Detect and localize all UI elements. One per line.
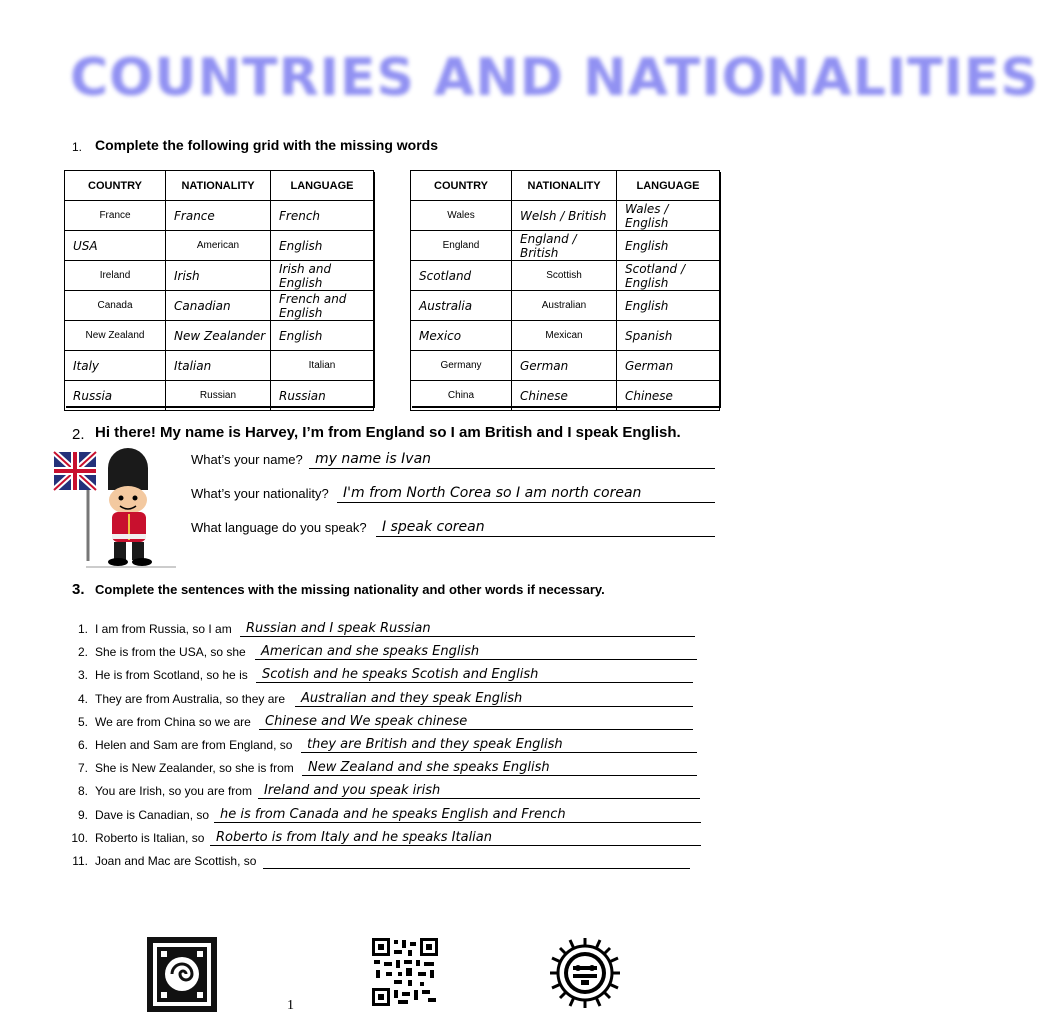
grid-row	[65, 291, 374, 321]
cell-language: Irish and English	[271, 261, 374, 291]
cell-language: Italian	[271, 351, 374, 381]
q1-heading: Complete the following grid with the missing words	[95, 137, 439, 153]
q1-number: 1.	[72, 140, 83, 154]
grid-row	[411, 321, 720, 351]
cell-country: Wales	[411, 201, 512, 231]
q3-sentence-prompt: Helen and Sam are from England, so	[95, 738, 293, 752]
q3-sentence-prompt: He is from Scotland, so he is	[95, 668, 248, 683]
qr-code-icon	[372, 938, 438, 1006]
grid-row	[411, 261, 720, 291]
cell-country: Germany	[411, 351, 512, 381]
cell-language: Wales / English	[617, 201, 720, 231]
q3-sentence-prompt: Roberto is Italian, so	[95, 830, 205, 845]
cell-country: Australia	[411, 291, 512, 321]
q3-sentence-prompt: Dave is Canadian, so	[95, 807, 210, 822]
grid-row	[411, 291, 720, 321]
q3-answer-text: Scotish and he speaks Scotish and English	[262, 667, 539, 683]
cell-nationality: Chinese	[512, 381, 617, 411]
q3-item-number: 5.	[77, 714, 88, 729]
grid-row	[411, 351, 720, 381]
cell-country: Canada	[65, 291, 166, 321]
guard-illustration	[48, 446, 178, 574]
cell-country: USA	[65, 231, 166, 261]
q3-answer-text: Australian and they speak English	[301, 690, 523, 706]
q2-answer-field[interactable]	[337, 486, 715, 503]
worksheet-title: COUNTRIES AND NATIONALITIES	[70, 48, 1039, 108]
q3-sentence-prompt: We are from China so we are	[95, 714, 251, 729]
grid-row	[65, 201, 374, 231]
cell-language: French	[271, 201, 374, 231]
q2-number: 2.	[72, 426, 85, 443]
q3-item-number: 7.	[77, 761, 88, 776]
cell-language: English	[617, 291, 720, 321]
q3-answer-field[interactable]	[240, 622, 695, 637]
cell-nationality: Australian	[512, 291, 617, 321]
q3-sentence-prompt: I am from Russia, so I am	[95, 622, 232, 636]
q3-item-number: 2.	[77, 645, 88, 660]
cell-nationality: German	[512, 351, 617, 381]
q3-answer-field[interactable]	[256, 668, 693, 683]
cell-nationality: New Zealander	[166, 321, 271, 351]
grid-row	[411, 201, 720, 231]
q3-answer-field[interactable]	[302, 761, 697, 776]
q3-answer-text: New Zealand and she speaks English	[308, 760, 550, 776]
header-country: COUNTRY	[65, 171, 166, 201]
q3-sentence-prompt: Joan and Mac are Scottish, so	[95, 854, 257, 868]
q3-sentence-prompt: You are Irish, so you are from	[95, 784, 252, 799]
cell-nationality: Irish	[166, 261, 271, 291]
cell-country: China	[411, 381, 512, 411]
q3-answer-field[interactable]	[301, 738, 697, 753]
q3-answer-field[interactable]	[258, 784, 700, 799]
q3-answer-field[interactable]	[210, 831, 701, 846]
q3-heading: Complete the sentences with the missing nationality and other words if necessary.	[95, 582, 605, 597]
cell-language: Scotland / English	[617, 261, 720, 291]
cell-nationality: Welsh / British	[512, 201, 617, 231]
cell-language: Chinese	[617, 381, 720, 411]
header-language: LANGUAGE	[271, 171, 374, 201]
grid-row	[65, 321, 374, 351]
cell-country: Mexico	[411, 321, 512, 351]
q3-answer-text: Roberto is from Italy and he speaks Italian	[216, 829, 492, 845]
grid-right-table	[410, 170, 720, 411]
grid-row	[411, 231, 720, 261]
q2-answer-field[interactable]	[309, 452, 715, 469]
q3-answer-field[interactable]	[259, 715, 693, 730]
header-language: LANGUAGE	[617, 171, 720, 201]
cell-nationality: Canadian	[166, 291, 271, 321]
page-number: 1	[287, 998, 294, 1013]
cell-country: Ireland	[65, 261, 166, 291]
q3-item-number: 4.	[77, 691, 88, 706]
cell-language: Russian	[271, 381, 374, 411]
cell-language: English	[271, 321, 374, 351]
grid-row	[65, 231, 374, 261]
aztec-sun-icon	[548, 936, 622, 1010]
q3-answer-field[interactable]	[255, 645, 697, 660]
q2-answer-text: I'm from North Corea so I am north corean	[343, 485, 642, 501]
cell-nationality: American	[166, 231, 271, 261]
grid-left-table	[64, 170, 374, 411]
cell-language: French and English	[271, 291, 374, 321]
maya-glyph-icon	[147, 937, 217, 1012]
q3-answer-field[interactable]	[295, 692, 693, 707]
cell-nationality: France	[166, 201, 271, 231]
header-nationality: NATIONALITY	[166, 171, 271, 201]
cell-country: Scotland	[411, 261, 512, 291]
q2-prompt: What language do you speak?	[191, 520, 367, 535]
header-country: COUNTRY	[411, 171, 512, 201]
cell-language: English	[617, 231, 720, 261]
q3-item-number: 11.	[72, 854, 88, 868]
q3-number: 3.	[72, 581, 85, 598]
q2-prompt: What’s your nationality?	[191, 486, 329, 501]
q2-answer-text: my name is Ivan	[315, 451, 432, 467]
cell-nationality: Italian	[166, 351, 271, 381]
q3-item-number: 10.	[71, 830, 88, 845]
cell-country: Italy	[65, 351, 166, 381]
cell-country: New Zealand	[65, 321, 166, 351]
q3-sentence-prompt: She is New Zealander, so she is from	[95, 761, 294, 776]
cell-nationality: England / British	[512, 231, 617, 261]
q3-answer-field[interactable]	[214, 808, 701, 823]
cell-country: Russia	[65, 381, 166, 411]
q2-prompt: What’s your name?	[191, 452, 303, 467]
cell-nationality: Russian	[166, 381, 271, 411]
q3-sentence-prompt: They are from Australia, so they are	[95, 691, 286, 706]
q3-item-number: 9.	[77, 807, 88, 822]
q3-answer-text: Ireland and you speak irish	[264, 783, 441, 799]
q3-sentence-prompt: She is from the USA, so she	[95, 645, 246, 660]
q3-answer-text: they are British and they speak English	[307, 737, 563, 752]
q3-item-number: 8.	[77, 784, 88, 799]
q3-answer-text: American and she speaks English	[261, 644, 480, 660]
grid-row	[65, 351, 374, 381]
header-nationality: NATIONALITY	[512, 171, 617, 201]
cell-nationality: Scottish	[512, 261, 617, 291]
q3-item-number: 1.	[77, 622, 88, 636]
q3-item-number: 3.	[77, 668, 88, 683]
q2-answer-text: I speak corean	[382, 519, 485, 535]
cell-nationality: Mexican	[512, 321, 617, 351]
q3-answer-text: Russian and I speak Russian	[246, 621, 431, 636]
cell-country: France	[65, 201, 166, 231]
cell-language: Spanish	[617, 321, 720, 351]
q3-answer-text: he is from Canada and he speaks English and French	[220, 806, 566, 822]
q3-answer-field[interactable]	[263, 854, 690, 869]
q2-answer-field[interactable]	[376, 520, 715, 537]
grid-row	[65, 261, 374, 291]
cell-language: German	[617, 351, 720, 381]
q2-heading: Hi there! My name is Harvey, I’m from England so I am British and I speak English.	[95, 424, 681, 441]
q3-item-number: 6.	[77, 738, 88, 752]
cell-language: English	[271, 231, 374, 261]
cell-country: England	[411, 231, 512, 261]
q3-answer-text: Chinese and We speak chinese	[265, 713, 468, 729]
